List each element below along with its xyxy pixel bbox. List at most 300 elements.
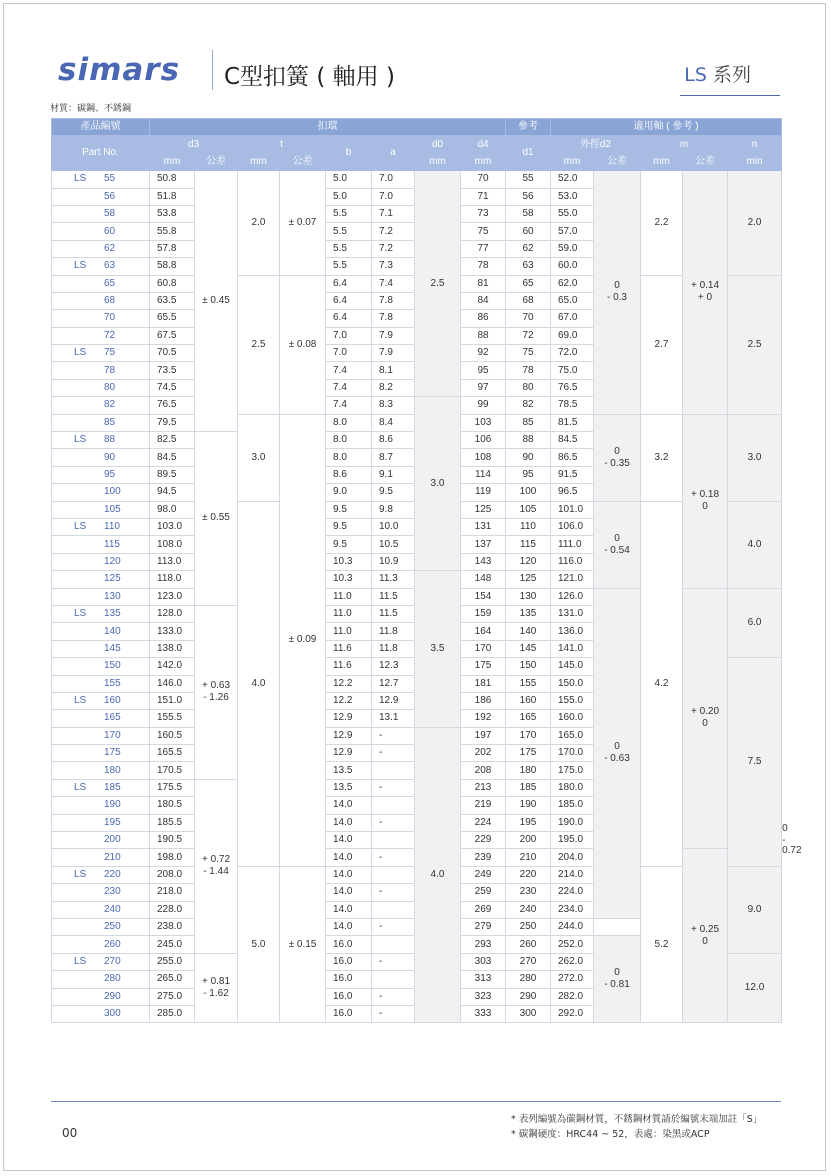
b-value: 16.0 <box>326 953 372 970</box>
b-value: 14.0 <box>326 832 372 849</box>
m-tolerance <box>683 414 728 588</box>
part-number-cell <box>52 884 150 901</box>
a-value: 10.0 <box>372 518 415 535</box>
d3-mm: 165.5 <box>150 745 195 762</box>
table-bottom-rule <box>51 1101 781 1102</box>
d2-mm: 78.5 <box>551 397 594 414</box>
page-number: 00 <box>62 1126 78 1140</box>
th-d2: 外徑d2 <box>551 136 641 153</box>
d4-value: 125 <box>461 501 506 518</box>
d3-mm: 255.0 <box>150 953 195 970</box>
part-code: 58 <box>104 208 116 220</box>
d3-mm: 128.0 <box>150 605 195 622</box>
d2-mm: 170.0 <box>551 745 594 762</box>
d4-value: 154 <box>461 588 506 605</box>
part-number-cell <box>52 640 150 657</box>
part-number-cell <box>52 379 150 396</box>
part-code: 130 <box>104 590 121 602</box>
d4-value: 71 <box>461 188 506 205</box>
part-number-cell <box>52 345 150 362</box>
part-number-cell <box>52 432 150 449</box>
d4-value: 175 <box>461 658 506 675</box>
d3-mm: 238.0 <box>150 918 195 935</box>
d2-mm: 252.0 <box>551 936 594 953</box>
d1-value: 130 <box>506 588 551 605</box>
b-value: 14.0 <box>326 901 372 918</box>
d2-tolerance-value: 0 <box>614 445 620 457</box>
d2-mm: 195.0 <box>551 832 594 849</box>
d2-tolerance <box>594 501 641 588</box>
d3-mm: 73.5 <box>150 362 195 379</box>
d3-mm: 60.8 <box>150 275 195 292</box>
b-value: 14.0 <box>326 797 372 814</box>
d2-mm: 145.0 <box>551 658 594 675</box>
d2-tolerance-value-lower: - 0.35 <box>604 457 630 469</box>
m-tolerance-value-lower: + 0 <box>697 292 713 304</box>
part-number-cell <box>52 710 150 727</box>
d0-value-value: 3.0 <box>430 477 445 489</box>
m-tolerance <box>683 849 728 1023</box>
part-number-cell <box>52 762 150 779</box>
d1-value: 60 <box>506 223 551 240</box>
d2-tolerance <box>594 171 641 414</box>
m-tolerance-value-lower: 0 <box>702 501 708 513</box>
a-value: - <box>372 814 415 831</box>
b-value: 14.0 <box>326 814 372 831</box>
d1-value: 55 <box>506 171 551 188</box>
d1-value: 78 <box>506 362 551 379</box>
d3-mm: 142.0 <box>150 658 195 675</box>
d3-mm: 70.5 <box>150 345 195 362</box>
part-number-cell <box>52 414 150 431</box>
a-value: 8.3 <box>372 397 415 414</box>
d4-value: 213 <box>461 779 506 796</box>
b-value: 14.0 <box>326 884 372 901</box>
d2-mm: 53.0 <box>551 188 594 205</box>
d2-tolerance-value-lower: - 0.81 <box>604 979 630 991</box>
d1-value: 155 <box>506 675 551 692</box>
b-value: 14.0 <box>326 918 372 935</box>
th-t: t <box>238 136 326 153</box>
n-min-value: 2.5 <box>747 338 762 350</box>
part-code: 125 <box>104 573 121 585</box>
part-number-cell <box>52 310 150 327</box>
d1-value: 65 <box>506 275 551 292</box>
n-min-value: 2.0 <box>747 216 762 228</box>
d4-value: 137 <box>461 536 506 553</box>
a-value: 12.7 <box>372 675 415 692</box>
b-value: 16.0 <box>326 971 372 988</box>
d2-mm: 155.0 <box>551 692 594 709</box>
m-mm-value: 2.2 <box>654 216 669 228</box>
n-min <box>728 171 782 275</box>
part-number-cell <box>52 658 150 675</box>
part-code: 70 <box>104 312 116 324</box>
a-value: 11.8 <box>372 623 415 640</box>
th-unit-tol: 公差 <box>683 153 728 170</box>
d4-value: 164 <box>461 623 506 640</box>
d4-value: 114 <box>461 466 506 483</box>
d3-mm: 76.5 <box>150 397 195 414</box>
part-code: 160 <box>104 695 121 707</box>
d3-mm: 265.0 <box>150 971 195 988</box>
part-number-cell <box>52 571 150 588</box>
d4-value: 269 <box>461 901 506 918</box>
a-value: - <box>372 779 415 796</box>
a-value: 10.5 <box>372 536 415 553</box>
a-value: 8.7 <box>372 449 415 466</box>
b-value: 9.5 <box>326 518 372 535</box>
a-value: 9.8 <box>372 501 415 518</box>
d1-value: 145 <box>506 640 551 657</box>
b-value: 16.0 <box>326 1005 372 1022</box>
part-code: 195 <box>104 816 121 828</box>
part-number-cell <box>52 188 150 205</box>
d4-value: 77 <box>461 240 506 257</box>
part-number-cell <box>52 275 150 292</box>
ls-prefix: LS <box>74 695 87 707</box>
a-value: - <box>372 745 415 762</box>
a-value: 7.9 <box>372 327 415 344</box>
t-mm <box>238 501 280 866</box>
d1-value: 300 <box>506 1005 551 1022</box>
a-value: 7.9 <box>372 345 415 362</box>
b-value: 11.0 <box>326 588 372 605</box>
d1-value: 100 <box>506 484 551 501</box>
d4-value: 78 <box>461 258 506 275</box>
d2-mm: 59.0 <box>551 240 594 257</box>
d1-value: 165 <box>506 710 551 727</box>
footnote: * 表列編號為碳鋼材質，不銹鋼材質請於編號末端加註「S」 <box>511 1114 763 1125</box>
d3-mm: 123.0 <box>150 588 195 605</box>
d3-mm: 218.0 <box>150 884 195 901</box>
a-value: 13.1 <box>372 710 415 727</box>
n-min-value: 7.5 <box>747 755 762 767</box>
d2-tolerance-value: 0 <box>614 280 620 292</box>
series-label <box>684 60 751 87</box>
part-code: 140 <box>104 625 121 637</box>
a-value: 7.8 <box>372 310 415 327</box>
d4-value: 323 <box>461 988 506 1005</box>
part-code: 56 <box>104 190 116 202</box>
part-number-cell <box>52 779 150 796</box>
n-min-value: 4.0 <box>747 538 762 550</box>
part-code: 210 <box>104 851 121 863</box>
n-min <box>728 501 782 588</box>
m-tolerance <box>683 171 728 414</box>
part-code: 175 <box>104 747 121 759</box>
d3-mm: 84.5 <box>150 449 195 466</box>
d3-mm: 50.8 <box>150 171 195 188</box>
b-value: 11.6 <box>326 658 372 675</box>
d4-value: 239 <box>461 849 506 866</box>
footnotes <box>511 1112 762 1142</box>
d3-tolerance <box>195 171 238 432</box>
part-number-cell <box>52 605 150 622</box>
table-row <box>52 171 782 188</box>
part-code: 55 <box>104 173 116 185</box>
d2-mm: 282.0 <box>551 988 594 1005</box>
b-value: 7.4 <box>326 362 372 379</box>
t-mm <box>238 414 280 501</box>
part-code: 270 <box>104 955 121 967</box>
table-row: 175 165.5 12.9 - 202 175 170.0 0 - 0.72 <box>52 745 782 762</box>
t-mm-value: 3.0 <box>251 451 266 463</box>
part-number-cell <box>52 866 150 883</box>
d3-mm: 118.0 <box>150 571 195 588</box>
d1-value: 250 <box>506 918 551 935</box>
ls-prefix: LS <box>74 955 87 967</box>
d0-value-value: 2.5 <box>430 277 445 289</box>
b-value: 7.0 <box>326 345 372 362</box>
n-min <box>728 953 782 1023</box>
d3-mm: 208.0 <box>150 866 195 883</box>
d2-mm: 75.0 <box>551 362 594 379</box>
d1-value: 110 <box>506 518 551 535</box>
b-value: 12.9 <box>326 745 372 762</box>
part-code: 78 <box>104 364 116 376</box>
d4-value: 293 <box>461 936 506 953</box>
th-unit-mm: mm <box>238 153 280 170</box>
series-suffix: 系列 <box>706 64 751 86</box>
a-value: 11.5 <box>372 605 415 622</box>
th-n: n <box>728 136 782 153</box>
a-value: 8.1 <box>372 362 415 379</box>
d3-mm: 53.8 <box>150 205 195 222</box>
ls-prefix: LS <box>74 868 87 880</box>
d2-mm: 136.0 <box>551 623 594 640</box>
m-mm-value: 3.2 <box>654 451 669 463</box>
t-tolerance <box>280 866 326 1023</box>
d4-value: 131 <box>461 518 506 535</box>
th-ring: 扣環 <box>150 119 506 136</box>
d2-tolerance-value: 0 <box>614 741 620 753</box>
d4-value: 259 <box>461 884 506 901</box>
m-mm <box>641 501 683 866</box>
d1-value: 150 <box>506 658 551 675</box>
d3-mm: 103.0 <box>150 518 195 535</box>
d4-value: 229 <box>461 832 506 849</box>
part-number-cell <box>52 745 150 762</box>
d2-tolerance <box>594 936 641 1023</box>
d3-tolerance-value-lower: - 1.26 <box>203 692 229 704</box>
d4-value: 108 <box>461 449 506 466</box>
d4-value: 202 <box>461 745 506 762</box>
part-code: 155 <box>104 677 121 689</box>
d3-mm: 175.5 <box>150 779 195 796</box>
d1-value: 120 <box>506 553 551 570</box>
d4-value: 95 <box>461 362 506 379</box>
d1-value: 62 <box>506 240 551 257</box>
a-value <box>372 832 415 849</box>
d4-value: 303 <box>461 953 506 970</box>
part-code: 220 <box>104 868 121 880</box>
part-code: 180 <box>104 764 121 776</box>
t-tolerance-value: ± 0.09 <box>288 634 317 646</box>
th-unit-mm: mm <box>641 153 683 170</box>
b-value: 5.5 <box>326 258 372 275</box>
th-unit-mm: mm <box>150 153 195 170</box>
d3-mm: 133.0 <box>150 623 195 640</box>
d2-tolerance <box>594 588 641 918</box>
th-shaft: 適用軸 ( 參考 ) <box>551 119 782 136</box>
d3-mm: 185.5 <box>150 814 195 831</box>
d2-mm: 165.0 <box>551 727 594 744</box>
d3-tolerance-value: ± 0.55 <box>202 512 230 524</box>
spec-table <box>51 118 802 1023</box>
b-value: 8.0 <box>326 449 372 466</box>
part-code: 88 <box>104 434 116 446</box>
d1-value: 190 <box>506 797 551 814</box>
d1-value: 115 <box>506 536 551 553</box>
d3-tolerance <box>195 779 238 953</box>
part-code: 230 <box>104 886 121 898</box>
d2-mm: 175.0 <box>551 762 594 779</box>
th-b: b <box>326 136 372 171</box>
d2-mm: 55.0 <box>551 205 594 222</box>
d3-tolerance <box>195 605 238 779</box>
part-code: 95 <box>104 469 116 480</box>
n-min <box>728 414 782 501</box>
ls-prefix: LS <box>74 173 87 185</box>
d3-tolerance-value: + 0.81 <box>201 976 231 988</box>
a-value: 11.8 <box>372 640 415 657</box>
m-mm <box>641 275 683 414</box>
b-value: 11.6 <box>326 640 372 657</box>
d4-value: 119 <box>461 484 506 501</box>
d3-mm: 57.8 <box>150 240 195 257</box>
m-tolerance-value-lower: 0 <box>702 935 708 947</box>
m-tolerance-value-lower: 0 <box>702 718 708 730</box>
a-value <box>372 866 415 883</box>
d3-mm: 74.5 <box>150 379 195 396</box>
d2-tolerance-value-lower: - 0.54 <box>604 544 630 556</box>
d2-mm: 180.0 <box>551 779 594 796</box>
d3-mm: 190.5 <box>150 832 195 849</box>
th-unit-mm: mm <box>461 153 506 170</box>
d1-value: 135 <box>506 605 551 622</box>
th-unit-min: min <box>728 153 782 170</box>
d2-mm: 106.0 <box>551 518 594 535</box>
d4-value: 70 <box>461 171 506 188</box>
part-code: 60 <box>104 225 116 237</box>
b-value: 12.2 <box>326 675 372 692</box>
d3-mm: 160.5 <box>150 727 195 744</box>
d1-value: 260 <box>506 936 551 953</box>
part-number-cell <box>52 362 150 379</box>
d4-value: 88 <box>461 327 506 344</box>
d1-value: 58 <box>506 205 551 222</box>
part-code: 170 <box>104 729 121 741</box>
part-number-cell <box>52 501 150 518</box>
d3-mm: 198.0 <box>150 849 195 866</box>
part-code: 85 <box>104 416 116 428</box>
d2-mm: 131.0 <box>551 605 594 622</box>
d3-mm: 58.8 <box>150 258 195 275</box>
part-code: 190 <box>104 799 121 811</box>
t-tolerance <box>280 414 326 866</box>
d2-mm: 69.0 <box>551 327 594 344</box>
d4-value: 170 <box>461 640 506 657</box>
d4-value: 73 <box>461 205 506 222</box>
b-value: 10.3 <box>326 571 372 588</box>
part-number-cell <box>52 205 150 222</box>
b-value: 8.0 <box>326 414 372 431</box>
b-value: 7.4 <box>326 397 372 414</box>
page-title: C型扣簧 ( 軸用 ) <box>224 64 395 90</box>
a-value <box>372 797 415 814</box>
series-prefix: LS <box>684 64 707 86</box>
d2-mm: 121.0 <box>551 571 594 588</box>
d3-mm: 108.0 <box>150 536 195 553</box>
part-number-cell <box>52 327 150 344</box>
d4-value: 143 <box>461 553 506 570</box>
d2-mm: 272.0 <box>551 971 594 988</box>
t-tolerance <box>280 171 326 275</box>
d4-value: 97 <box>461 379 506 396</box>
d2-mm: 52.0 <box>551 171 594 188</box>
d0-value-value: 3.5 <box>430 642 445 654</box>
d1-value: 72 <box>506 327 551 344</box>
part-code: 185 <box>104 782 121 794</box>
a-value: 12.9 <box>372 692 415 709</box>
part-number-cell <box>52 240 150 257</box>
m-tolerance-value: + 0.18 <box>690 489 720 501</box>
part-number-cell <box>52 692 150 709</box>
d2-mm: 111.0 <box>551 536 594 553</box>
d2-mm: 60.0 <box>551 258 594 275</box>
ls-prefix: LS <box>74 782 87 794</box>
part-number-cell <box>52 901 150 918</box>
th-unit-tol: 公差 <box>195 153 238 170</box>
a-value: 8.6 <box>372 432 415 449</box>
d1-value: 220 <box>506 866 551 883</box>
series-underline <box>680 95 780 96</box>
part-code: 280 <box>104 973 121 985</box>
part-number-cell <box>52 449 150 466</box>
d2-mm: 101.0 <box>551 501 594 518</box>
d2-tolerance <box>594 414 641 501</box>
b-value: 5.5 <box>326 205 372 222</box>
part-number-cell <box>52 536 150 553</box>
d2-mm: 84.5 <box>551 432 594 449</box>
part-code: 105 <box>104 503 121 515</box>
th-d0: d0 <box>415 136 461 153</box>
part-number-cell <box>52 623 150 640</box>
m-tolerance-value: + 0.25 <box>690 923 720 935</box>
part-code: 300 <box>104 1008 121 1020</box>
d1-value: 95 <box>506 466 551 483</box>
d3-mm: 98.0 <box>150 501 195 518</box>
d1-value: 200 <box>506 832 551 849</box>
part-code: 250 <box>104 921 121 933</box>
a-value: - <box>372 988 415 1005</box>
header-divider <box>212 50 213 90</box>
d0-value <box>415 171 461 397</box>
part-number-cell <box>52 484 150 501</box>
m-mm-value: 4.2 <box>654 677 669 689</box>
d1-value: 160 <box>506 692 551 709</box>
d2-mm: 67.0 <box>551 310 594 327</box>
part-number-cell <box>52 675 150 692</box>
d3-mm: 138.0 <box>150 640 195 657</box>
n-min <box>728 658 782 867</box>
a-value: 8.2 <box>372 379 415 396</box>
t-mm <box>238 866 280 1023</box>
d3-mm: 67.5 <box>150 327 195 344</box>
d3-tolerance-value: ± 0.45 <box>202 295 230 307</box>
d1-value: 175 <box>506 745 551 762</box>
